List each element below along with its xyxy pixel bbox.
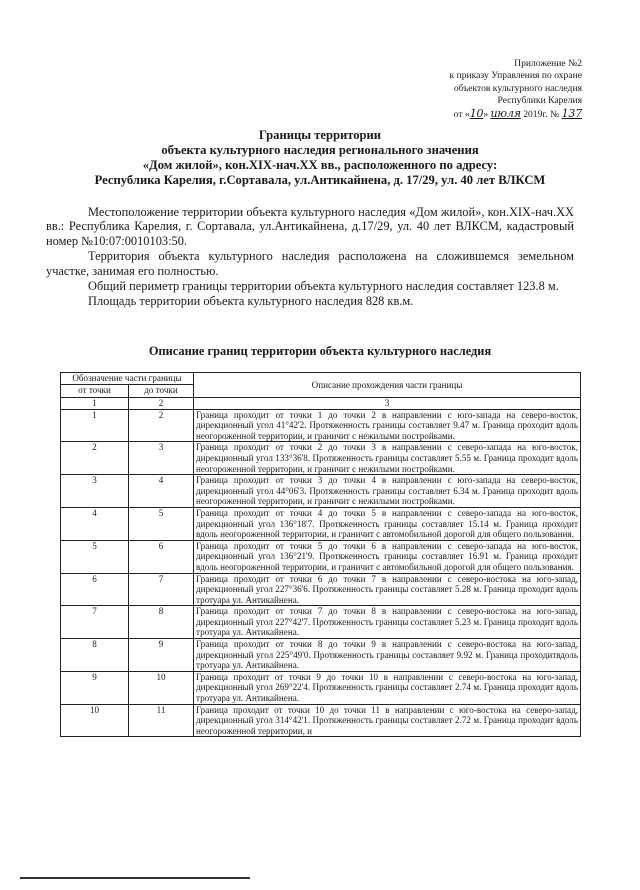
order-number-handwritten: 137 bbox=[561, 106, 582, 120]
date-prefix: от « bbox=[453, 108, 470, 120]
from-point: 1 bbox=[61, 409, 129, 442]
boundary-description: Граница проходит от точки 1 до точки 2 в направлении с юго-запада на северо-восток, дирекционный угол 41°42'2. Протяженность границы составляет 9.47 м. Граница проходит вдоль неогороженной территории, и граничит с нежилыми постройками. bbox=[194, 409, 581, 442]
table-row bbox=[61, 573, 581, 606]
from-point: 2 bbox=[61, 442, 129, 475]
boundary-description: Граница проходит от точки 10 до точки 11 в направлении с юго-востока на северо-запад, дирекционный угол 314°42'1. Протяженность границы составляет 2.72 м. Граница проходит вдоль неогороженной территории, и bbox=[194, 704, 581, 737]
header-from-point: от точки bbox=[61, 384, 129, 397]
table-row bbox=[61, 442, 581, 475]
annex-authority-line: объектов культурного наследия bbox=[453, 82, 582, 94]
title-line-4: Республика Карелия, г.Сортавала, ул.Антикайнена, д. 17/29, ул. 40 лет ВЛКСМ bbox=[94, 173, 546, 187]
from-point: 8 bbox=[61, 639, 129, 672]
title-line-3: «Дом жилой», кон.XIX-нач.XX вв., расположенного по адресу: bbox=[142, 158, 498, 172]
boundary-description: Граница проходит от точки 5 до точки 6 в направлении с северо-запада на юго-восток, дирекционный угол 136°21'9. Протяженность границы составляет 16.91 м. Граница проходит вдоль неогороженной территории, и граничит с автомобильной дорогой для общего пользования. bbox=[194, 540, 581, 573]
page-bottom-rule bbox=[20, 877, 250, 879]
annex-order-line: к приказу Управления по охране bbox=[449, 70, 582, 82]
annex-title: Приложение №2 bbox=[514, 58, 582, 69]
to-point: 9 bbox=[129, 639, 194, 672]
document-title bbox=[50, 128, 590, 188]
column-index-1: 1 bbox=[61, 397, 129, 409]
from-point: 5 bbox=[61, 540, 129, 573]
boundary-description: Граница проходит от точки 3 до точки 4 в направлении с юго-запада на северо-восток, дирекционный угол 44°06'3. Протяженность границы составляет 6.34 м. Граница проходит вдоль неогороженной территории, и граничит с нежилыми постройками. bbox=[194, 475, 581, 508]
from-point: 6 bbox=[61, 573, 129, 606]
paragraph-area: Площадь территории объекта культурного наследия 828 кв.м. bbox=[88, 294, 414, 309]
date-year: 2019г. № bbox=[520, 108, 562, 120]
boundary-description: Граница проходит от точки 4 до точки 5 в направлении с северо-запада на юго-восток, дирекционный угол 136°18'7. Протяженность границы составляет 15.14 м. Граница проходит вдоль неогороженной территории, и граничит с автомобильной дорогой для общего пользования. bbox=[194, 507, 581, 540]
header-description: Описание прохождения части границы bbox=[194, 373, 581, 398]
to-point: 3 bbox=[129, 442, 194, 475]
from-point: 9 bbox=[61, 671, 129, 704]
date-day-handwritten: 10 bbox=[469, 106, 484, 120]
to-point: 10 bbox=[129, 671, 194, 704]
title-line-2: объекта культурного наследия регионального значения bbox=[161, 143, 479, 157]
to-point: 8 bbox=[129, 606, 194, 639]
table-row bbox=[61, 639, 581, 672]
to-point: 5 bbox=[129, 507, 194, 540]
paragraph-location: Местоположение территории объекта культурного наследия «Дом жилой», кон.XIX-нач.XX вв.: Республика Карелия, г. Сортавала, ул.Антикайнена, д.17/29, ул. 40 лет ВЛКСМ, кадастровый номер №10:07:0010103:50. bbox=[46, 205, 574, 248]
from-point: 10 bbox=[61, 704, 129, 737]
table-row bbox=[61, 507, 581, 540]
table-row bbox=[61, 475, 581, 508]
annex-region-line: Республики Карелия bbox=[497, 95, 582, 107]
date-month-handwritten: июля bbox=[490, 106, 521, 120]
section-title: Описание границ территории объекта культурного наследия bbox=[148, 344, 492, 358]
from-point: 3 bbox=[61, 475, 129, 508]
boundary-description: Граница проходит от точки 6 до точки 7 в направлении с северо-востока на юго-запад, дирекционный угол 227°36'6. Протяженность границы составляет 5.28 м. Граница проходит вдоль тротуара ул. Антикайнена. bbox=[194, 573, 581, 606]
to-point: 4 bbox=[129, 475, 194, 508]
table-row bbox=[61, 409, 581, 442]
boundary-description: Граница проходит от точки 8 до точки 9 в направлении с северо-востока на юго-запад, дирекционный угол 225°49'0. Протяженность границы составляет 9.92 м. Граница проходитвдоль тротуара ул. Антикайнена. bbox=[194, 639, 581, 672]
annex-header bbox=[342, 58, 582, 121]
table-row bbox=[61, 606, 581, 639]
to-point: 6 bbox=[129, 540, 194, 573]
to-point: 2 bbox=[129, 409, 194, 442]
from-point: 4 bbox=[61, 507, 129, 540]
paragraph-territory: Территория объекта культурного наследия расположена на сложившемся земельном участке, занимая его полностью. bbox=[46, 249, 574, 278]
document-body bbox=[46, 205, 574, 310]
annex-date-line bbox=[342, 108, 582, 121]
header-to-point: до точки bbox=[129, 384, 194, 397]
from-point: 7 bbox=[61, 606, 129, 639]
table-row bbox=[61, 704, 581, 737]
boundary-table bbox=[60, 372, 581, 737]
boundary-description: Граница проходит от точки 7 до точки 8 в направлении с северо-востока на юго-запад, дирекционный угол 227°42'7. Протяженность границы составляет 5.23 м. Граница проходит вдоль тротуара ул. Антикайнена. bbox=[194, 606, 581, 639]
title-line-1: Границы территории bbox=[258, 128, 382, 142]
date-mid: » bbox=[483, 108, 491, 120]
column-index-2: 2 bbox=[129, 397, 194, 409]
paragraph-perimeter: Общий периметр границы территории объекта культурного наследия составляет 123.8 м. bbox=[88, 279, 559, 294]
table-row bbox=[61, 671, 581, 704]
header-boundary-part: Обозначение части границы bbox=[61, 373, 194, 385]
to-point: 7 bbox=[129, 573, 194, 606]
column-index-3: 3 bbox=[194, 397, 581, 409]
to-point: 11 bbox=[129, 704, 194, 737]
boundary-description: Граница проходит от точки 9 до точки 10 в направлении с северо-востока на юго-запад, дирекционный угол 269°22'4. Протяженность границы составляет 2.74 м. Граница проходит вдоль тротуара ул. Антикайнена. bbox=[194, 671, 581, 704]
boundary-description: Граница проходит от точки 2 до точки 3 в направлении с северо-запада на юго-восток, дирекционный угол 133°36'8. Протяженность границы составляет 5.55 м. Граница проходит вдоль неогороженной территории, и граничит с нежилыми постройками. bbox=[194, 442, 581, 475]
table-row bbox=[61, 540, 581, 573]
